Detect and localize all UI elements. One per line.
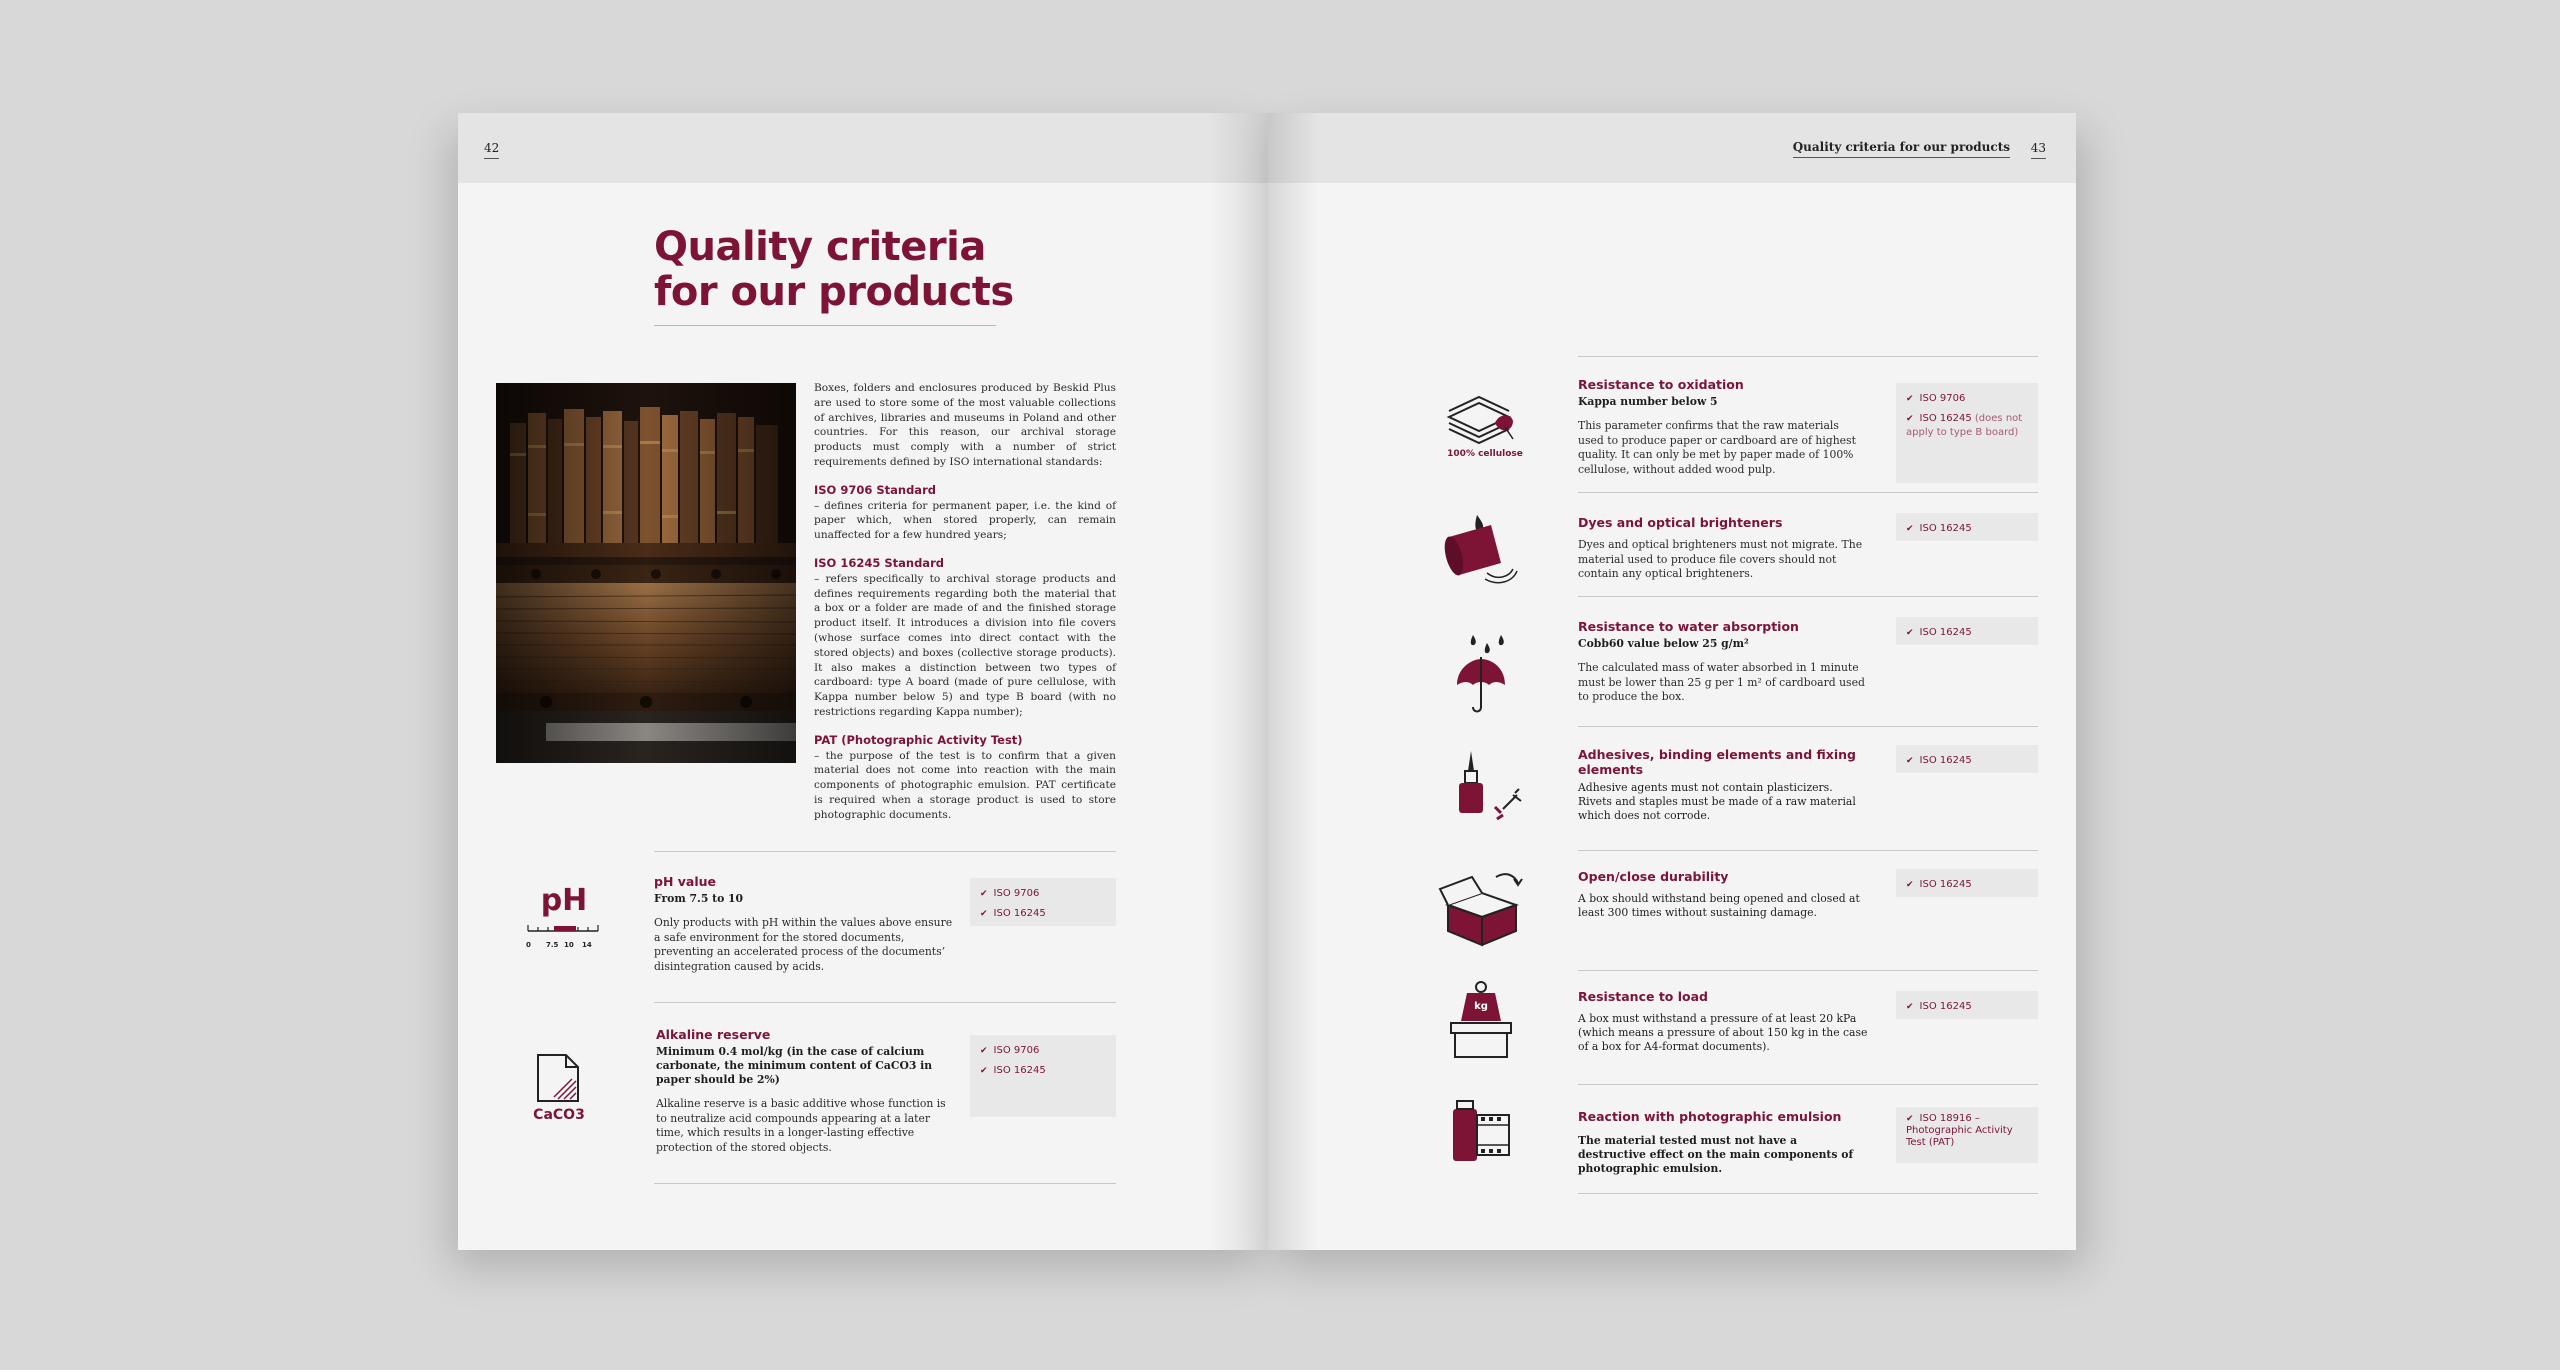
check-icon: ✔ [980, 1046, 988, 1056]
iso-box: ✔ ISO 16245 [1896, 513, 2038, 541]
ph-icon: pH 0 7.5 10 14 [526, 883, 592, 949]
page-number: 43 [2031, 141, 2046, 159]
umbrella-icon [1443, 633, 1523, 713]
check-icon: ✔ [980, 909, 988, 919]
check-icon: ✔ [1906, 394, 1914, 404]
paper-roll-drop-icon [1443, 511, 1533, 591]
standard-iso-16245: ISO 16245 Standard – refers specifically to archival storage products and defines requirements regarding both the material that a box or a folder are made of and the finished storage product itself. It introduces a division into file covers (whose surface comes into direct contact with the stored objects) and boxes (collective storage products). It also makes a distinction between two types of cardboard: type A board (made of pure cellulose, with Kappa number below 5) and type B board (with no restrictions regarding Kappa number); [814, 555, 1116, 718]
check-icon: ✔ [1906, 524, 1914, 534]
criterion-alkaline-reserve: Alkaline reserve Minimum 0.4 mol/kg (in the case of calcium carbonate, the minimum content of CaCO3 in paper should be 2%) Alkaline reserve is a basic additive whose function is to neutralize acid compounds appearing at a later time, which results in a longer-lasting effective protection of the stored objects. ✔ ISO 9706 ✔ ISO 16245 [654, 1002, 1116, 1184]
iso-box: ✔ ISO 9706 ✔ ISO 16245 (does not apply to type B board) [1896, 383, 2038, 483]
standard-pat: PAT (Photographic Activity Test) – the purpose of the test is to confirm that a given material does not come into reaction with the main components of photographic emulsion. PAT certificate is required when a storage product is used to store photographic documents. [814, 732, 1116, 821]
left-page [458, 113, 1268, 1250]
check-icon: ✔ [1906, 414, 1914, 424]
check-icon: ✔ [1906, 1002, 1914, 1012]
criterion-reaction-with-photographic-emulsion: Reaction with photographic emulsion The material tested must not have a destructive effect on the main components of photographic emulsion. ✔ ISO 18916 – Photographic Activity Test (PAT) [1578, 1084, 2038, 1194]
iso-box: ✔ ISO 16245 [1896, 745, 2038, 773]
page-title: Quality criteria for our products [654, 224, 1014, 315]
page-number: 42 [484, 141, 499, 159]
running-head: Quality criteria for our products [1793, 140, 2010, 158]
criterion-open-close-durability: Open/close durability A box should withstand being opened and closed at least 300 times without sustaining damage. ✔ ISO 16245 [1578, 850, 2038, 970]
criterion-resistance-to-water-absorption: Resistance to water absorption Cobb60 value below 25 g/m² The calculated mass of water absorbed in 1 minute must be lower than 25 g per 1 m² of cardboard used to produce the box. ✔ ISO 16245 [1578, 596, 2038, 726]
title-underline [654, 325, 996, 326]
bookshelf-photo [496, 383, 796, 763]
weight-on-box-icon: kg [1443, 979, 1523, 1069]
check-icon: ✔ [980, 1066, 988, 1076]
iso-box: ✔ ISO 16245 [1896, 991, 2038, 1019]
standard-iso-9706: ISO 9706 Standard – defines criteria for permanent paper, i.e. the kind of paper which, when stored properly, can remain unaffected for a few hundred years; [814, 482, 1116, 542]
iso-box: ✔ ISO 9706 ✔ ISO 16245 [970, 878, 1116, 926]
check-icon: ✔ [1906, 1114, 1914, 1124]
iso-box: ✔ ISO 9706 ✔ ISO 16245 [970, 1035, 1116, 1117]
criterion-adhesives-binding-fixing-elements: Adhesives, binding elements and fixing elements Adhesive agents must not contain plasticizers. Rivets and staples must be made of a raw material which does not corrode. ✔ ISO 16245 [1578, 726, 2038, 850]
check-icon: ✔ [1906, 628, 1914, 638]
open-box-icon [1438, 865, 1528, 951]
criterion-dyes-and-optical-brighteners: Dyes and optical brighteners Dyes and optical brighteners must not migrate. The material used to produce file covers should not contain any optical brighteners. ✔ ISO 16245 [1578, 492, 2038, 596]
check-icon: ✔ [1906, 756, 1914, 766]
criterion-ph-value: pH value From 7.5 to 10 Only products with pH within the values above ensure a safe environment for the stored documents, preventing an accelerated process of the documents’ disintegration caused by acids. ✔ ISO 9706 ✔ ISO 16245 [654, 851, 1116, 1001]
right-page [1268, 113, 2076, 1250]
check-icon: ✔ [1906, 880, 1914, 890]
iso-box: ✔ ISO 16245 [1896, 617, 2038, 645]
criterion-resistance-to-load: Resistance to load A box must withstand a pressure of at least 20 kPa (which means a pressure of about 150 kg in the case of a box for A4-format documents). ✔ ISO 16245 [1578, 970, 2038, 1084]
caco3-document-icon: CaCO3 [528, 1053, 598, 1133]
intro-text [814, 381, 1116, 836]
header-band [458, 113, 1268, 183]
paper-stack-leaf-icon: 100% cellulose [1443, 383, 1533, 473]
intro-paragraph: Boxes, folders and enclosures produced by Beskid Plus are used to store some of the most valuable collections of archives, libraries and museums in Poland and other countries. For this reason, our archival storage products must comply with a number of strict requirements defined by ISO international standards: [814, 382, 1116, 468]
glue-bottle-icon [1443, 749, 1533, 833]
check-icon: ✔ [980, 889, 988, 899]
iso-box: ✔ ISO 16245 [1896, 869, 2038, 897]
iso-box: ✔ ISO 18916 – Photographic Activity Test (PAT) [1896, 1107, 2038, 1163]
film-roll-icon [1443, 1091, 1523, 1171]
criterion-resistance-to-oxidation: Resistance to oxidation Kappa number below 5 This parameter confirms that the raw materials used to produce paper or cardboard are of highest quality. It can only be met by paper made of 100% cellulose, without added wood pulp. ✔ ISO 9706 ✔ ISO 16245 (does not apply to type B board) [1578, 356, 2038, 492]
